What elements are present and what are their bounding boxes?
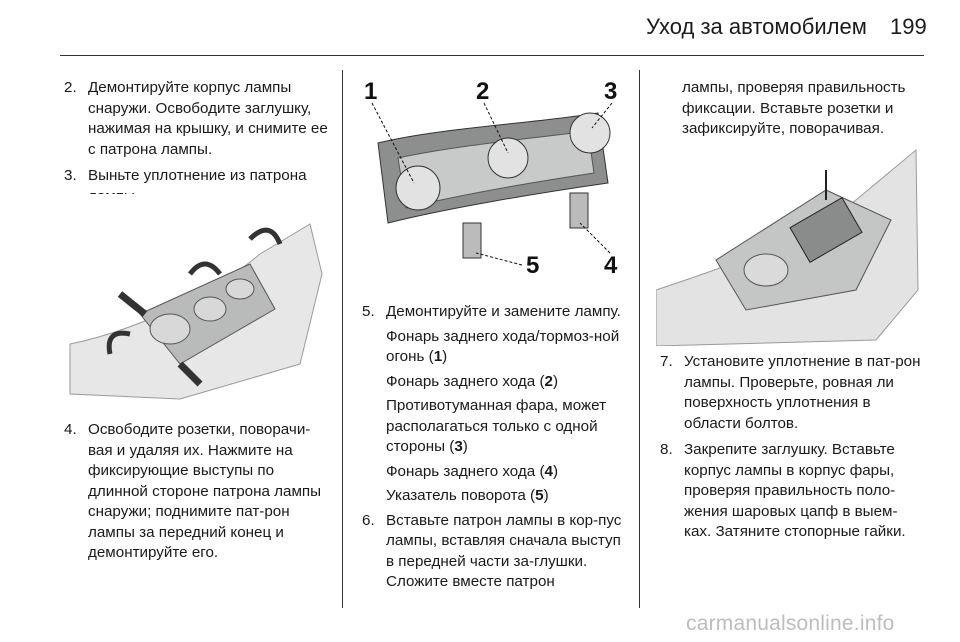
step-number: 3. xyxy=(64,167,77,184)
column-1 xyxy=(64,78,330,213)
step-2 xyxy=(64,78,330,160)
step-4 xyxy=(64,420,330,564)
lamp-label: Фонарь заднего хода ( xyxy=(386,462,545,480)
lamp-entry-1 xyxy=(362,327,630,368)
column-3-lower xyxy=(660,352,924,549)
lamp-entry-4 xyxy=(362,462,630,483)
figure-headlamp-seal xyxy=(656,140,922,346)
lamp-suffix: ) xyxy=(442,348,448,365)
lamp-suffix: ) xyxy=(462,438,468,455)
callout-3: 3 xyxy=(604,78,618,105)
lamp-suffix: ) xyxy=(543,487,549,504)
callout-4: 4 xyxy=(604,252,618,279)
column-divider-1 xyxy=(342,70,343,608)
step-number: 5. xyxy=(362,303,375,320)
lamp-number: 2 xyxy=(544,372,553,390)
column-1-lower xyxy=(64,420,330,570)
lamp-label: Противотуманная фара, может располагаться только с одной стороны ( xyxy=(386,397,607,455)
lamp-number: 1 xyxy=(433,348,443,365)
step-number: 4. xyxy=(64,421,77,438)
step-6 xyxy=(362,511,630,593)
callout-2: 2 xyxy=(476,78,490,105)
step-text: Демонтируйте и замените лампу. xyxy=(386,303,621,320)
lamp-number: 3 xyxy=(454,438,463,455)
column-2 xyxy=(362,302,630,599)
lamp-suffix: ) xyxy=(552,372,559,390)
lamp-number: 4 xyxy=(544,462,553,480)
step-6-continued: лампы, проверяя правильность фиксации. Вставьте розетки и зафиксируйте, поворачивая. xyxy=(682,79,906,137)
step-text: Закрепите заглушку. Вставьте корпус лампы в корпус фары, проверяя правильность поло-жения шаровых цапф в выем-ках. Затяните стопорные гайки. xyxy=(684,441,906,540)
step-text: Выньте уплотнение из патрона xyxy=(88,167,307,184)
step-text: Установите уплотнение в пат-рон лампы. Проверьте, ровная ли поверхность уплотнения в области болтов. xyxy=(684,353,921,432)
step-5 xyxy=(362,302,630,323)
lamp-entry-5 xyxy=(362,486,630,507)
lamp-label: Фонарь заднего хода ( xyxy=(386,372,545,390)
lamp-label: Фонарь заднего хода/тормоз-ной огонь ( xyxy=(386,327,620,365)
callout-5: 5 xyxy=(526,252,540,279)
column-3 xyxy=(660,78,924,144)
figure-lamp-housing xyxy=(60,194,326,404)
step-7 xyxy=(660,352,924,434)
page-number: 199 xyxy=(890,14,927,39)
step-number: 2. xyxy=(64,79,77,96)
column-divider-2 xyxy=(639,70,640,608)
header-rule xyxy=(60,55,924,56)
lamp-entry-2 xyxy=(362,372,630,393)
step-number: 8. xyxy=(660,441,673,458)
lamp-number: 5 xyxy=(535,487,544,504)
lamp-entry-3 xyxy=(362,396,630,458)
callout-1: 1 xyxy=(364,78,378,105)
step-text: Освободите розетки, поворачи-вая и удаляя их. Нажмите на фиксирующие выступы по длинной стороне патрона лампы снаружи; поднимите пат-рон лампы за передний конец и демонтируйте его. xyxy=(88,421,322,561)
step-text: Вставьте патрон лампы в кор-пус лампы, вставляя сначала выступ в передней части за-глушки. Сложите вместе патрон xyxy=(386,511,622,590)
step-number: 7. xyxy=(660,353,673,370)
watermark: carmanualsonline.info xyxy=(686,612,895,635)
step-number: 6. xyxy=(362,511,375,529)
lamp-suffix: ) xyxy=(552,462,559,480)
lamp-label: Указатель поворота ( xyxy=(386,487,536,504)
step-8 xyxy=(660,440,924,543)
step-text: Демонтируйте корпус лампы снаружи. Освободите заглушку, нажимая на крышку, и снимите ее с патрона лампы. xyxy=(88,79,328,158)
figure-bulb-holder xyxy=(358,73,624,285)
page-header-title: Уход за автомобилем xyxy=(646,14,867,39)
